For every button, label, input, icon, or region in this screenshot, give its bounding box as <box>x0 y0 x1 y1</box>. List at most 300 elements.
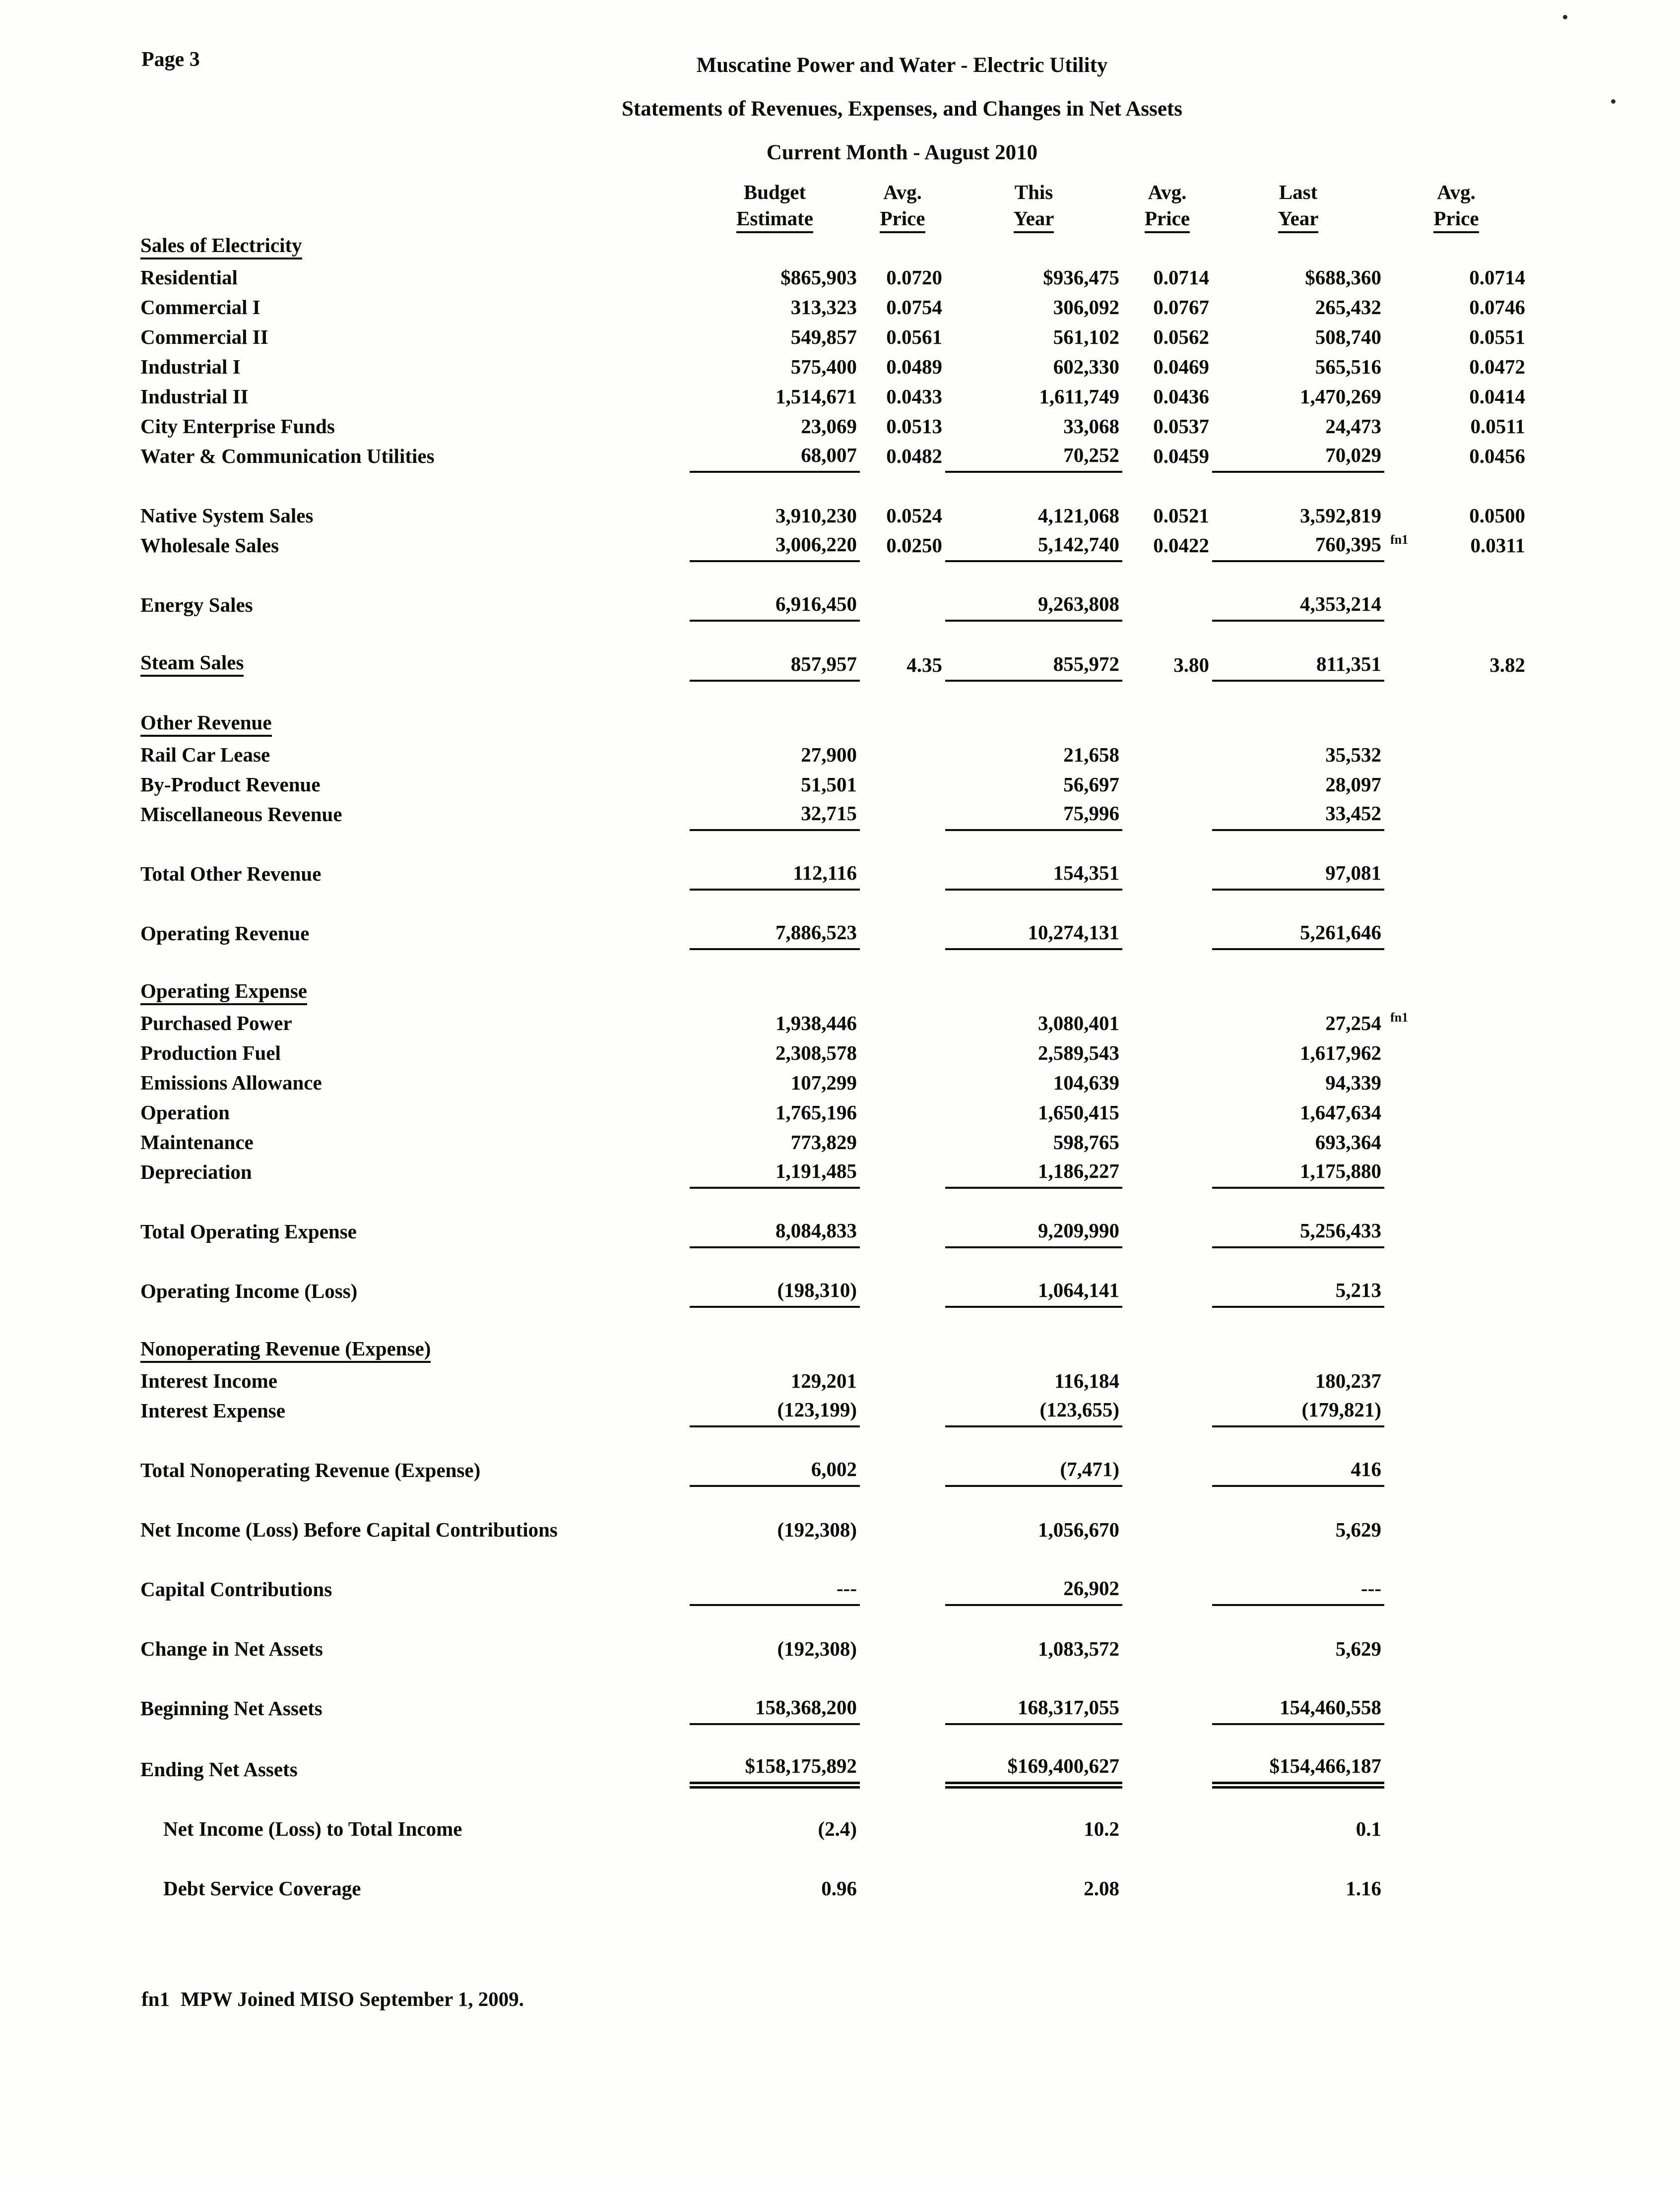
cell-this-year: 26,902 <box>945 1575 1122 1605</box>
column-header-underlined-text: Price <box>1433 207 1479 233</box>
data-row <box>140 1098 1528 1128</box>
cell-last-year: $688,360 <box>1305 266 1381 289</box>
cell-avg-price-1: 4.35 <box>906 653 942 676</box>
report-period-title: Current Month - August 2010 <box>766 141 1038 164</box>
spacer-cell <box>140 1307 1528 1337</box>
cell-avg-price-2 <box>1122 741 1212 771</box>
cell-last-year: 1,617,962 <box>1300 1041 1381 1064</box>
cell-avg-price-3 <box>1384 1754 1528 1785</box>
cell-this-year: 75,996 <box>945 800 1122 830</box>
cell-this-year: (123,655) <box>945 1397 1122 1426</box>
row-label: Interest Income <box>140 1369 277 1392</box>
row-label: Net Income (Loss) Before Capital Contributions <box>140 1518 558 1541</box>
column-header-line2 <box>860 206 945 233</box>
cell-budget-estimate: (192,308) <box>777 1518 857 1541</box>
column-header-underlined-text: Estimate <box>736 207 813 233</box>
cell-this-year: 104,639 <box>1053 1071 1119 1094</box>
cell-budget-estimate: 0.96 <box>821 1877 857 1900</box>
cell-avg-price-2: 3.80 <box>1173 653 1209 676</box>
cell-this-year: 1,083,572 <box>1038 1637 1119 1660</box>
cell-avg-price-2 <box>1122 800 1212 830</box>
data-row <box>140 353 1528 383</box>
cell-budget-estimate: 23,069 <box>801 415 857 438</box>
cell-last-year: (179,821) <box>1212 1397 1384 1426</box>
cell-avg-price-3 <box>1384 1367 1528 1397</box>
cell-avg-price-1 <box>860 1158 945 1188</box>
column-header-avg-price-1 <box>860 178 945 233</box>
cell-avg-price-2 <box>1122 860 1212 890</box>
cell-avg-price-3: 0.0472 <box>1469 355 1525 378</box>
column-header-underlined-text: Year <box>1278 207 1319 233</box>
cell-last-year: 28,097 <box>1325 773 1381 796</box>
spacer-cell <box>140 830 1528 860</box>
spacer-row <box>140 890 1528 919</box>
cell-budget-estimate: 6,002 <box>690 1456 860 1486</box>
cell-budget-estimate: (192,308) <box>777 1637 857 1660</box>
data-row <box>140 412 1528 442</box>
row-label: Operation <box>140 1101 230 1124</box>
cell-budget-estimate: 27,900 <box>801 743 857 766</box>
spacer-cell <box>140 1845 1528 1874</box>
column-header-line1: Budget <box>743 181 806 203</box>
report-entity-title: Muscatine Power and Water - Electric Utility <box>696 54 1108 77</box>
spacer-cell <box>140 621 1528 650</box>
cell-budget-estimate: (2.4) <box>818 1817 857 1840</box>
column-header-line2 <box>1122 206 1212 233</box>
cell-last-year: 811,351 <box>1212 650 1384 681</box>
cell-budget-estimate: $865,903 <box>780 266 857 289</box>
column-header-line2 <box>690 206 860 233</box>
data-row <box>140 1277 1528 1307</box>
cell-avg-price-2: 0.0469 <box>1153 355 1209 378</box>
row-label: Net Income (Loss) to Total Income <box>163 1817 462 1840</box>
data-row <box>140 531 1528 561</box>
row-label: Rail Car Lease <box>140 743 270 766</box>
section-row <box>140 1337 1528 1367</box>
cell-avg-price-3: 0.0714 <box>1469 266 1525 289</box>
cell-avg-price-2 <box>1122 1754 1212 1785</box>
cell-last-year: 1,175,880 <box>1212 1158 1384 1188</box>
cell-avg-price-1 <box>860 1456 945 1486</box>
spacer-cell <box>140 1188 1528 1218</box>
cell-avg-price-1 <box>860 1069 945 1098</box>
spacer-row <box>140 1545 1528 1575</box>
cell-avg-price-3 <box>1384 1815 1528 1845</box>
cell-this-year: 2,589,543 <box>1038 1041 1119 1064</box>
spacer-row <box>140 1845 1528 1874</box>
cell-budget-estimate: 1,191,485 <box>690 1158 860 1188</box>
column-header-underlined-text: Year <box>1014 207 1054 233</box>
row-label: Emissions Allowance <box>140 1071 322 1094</box>
cell-avg-price-2 <box>1122 1456 1212 1486</box>
cell-last-year: 97,081 <box>1212 860 1384 890</box>
cell-avg-price-2 <box>1122 1397 1212 1426</box>
cell-avg-price-1 <box>860 1635 945 1665</box>
cell-avg-price-3 <box>1384 1039 1528 1069</box>
cell-avg-price-3: 0.0456 <box>1469 445 1525 467</box>
spacer-row <box>140 681 1528 710</box>
cell-last-year: 70,029 <box>1212 442 1384 472</box>
section-heading <box>140 1337 1528 1367</box>
cell-avg-price-2: 0.0767 <box>1153 296 1209 319</box>
cell-avg-price-1 <box>860 1009 945 1039</box>
cell-this-year: 33,068 <box>1063 415 1119 438</box>
column-header-row <box>140 178 1528 233</box>
column-header-underlined-text: Price <box>880 207 925 233</box>
spacer-cell <box>140 1665 1528 1694</box>
spacer-row <box>140 1605 1528 1635</box>
data-row <box>140 919 1528 949</box>
cell-avg-price-1 <box>860 1874 945 1904</box>
cell-avg-price-1 <box>860 1128 945 1158</box>
cell-avg-price-3 <box>1384 1009 1528 1039</box>
report-statement-title: Statements of Revenues, Expenses, and Changes in Net Assets <box>622 97 1182 121</box>
cell-last-year: 154,460,558 <box>1212 1694 1384 1724</box>
cell-avg-price-1 <box>860 771 945 800</box>
data-row <box>140 1694 1528 1724</box>
spacer-cell <box>140 949 1528 979</box>
row-label: By-Product Revenue <box>140 773 321 796</box>
column-header-this-year <box>945 178 1122 233</box>
cell-last-year: 0.1 <box>1356 1817 1381 1840</box>
cell-avg-price-2 <box>1122 1158 1212 1188</box>
row-label: Depreciation <box>140 1160 252 1183</box>
spacer-row <box>140 1724 1528 1754</box>
spacer-row <box>140 1188 1528 1218</box>
cell-avg-price-3: 0.0414 <box>1469 385 1525 408</box>
row-label: Native System Sales <box>140 504 314 527</box>
cell-avg-price-2: 0.0714 <box>1153 266 1209 289</box>
cell-avg-price-3 <box>1384 1397 1528 1426</box>
cell-avg-price-1 <box>860 800 945 830</box>
cell-this-year: 1,186,227 <box>945 1158 1122 1188</box>
row-label-text: Steam Sales <box>140 650 244 677</box>
cell-avg-price-1: 0.0561 <box>886 325 942 348</box>
cell-avg-price-3 <box>1384 1874 1528 1904</box>
row-label: Water & Communication Utilities <box>140 445 435 467</box>
cell-avg-price-3 <box>1384 1635 1528 1665</box>
spacer-cell <box>140 1247 1528 1277</box>
footnote-ref-marker: fn1 <box>1390 532 1409 547</box>
cell-avg-price-3 <box>1384 1098 1528 1128</box>
cell-last-year: 760,395 fn1 <box>1212 531 1384 561</box>
column-header-line2 <box>1212 206 1384 233</box>
cell-avg-price-2 <box>1122 1009 1212 1039</box>
cell-this-year: 5,142,740 <box>945 531 1122 561</box>
cell-avg-price-2 <box>1122 771 1212 800</box>
cell-budget-estimate: (198,310) <box>690 1277 860 1307</box>
cell-this-year: 56,697 <box>1063 773 1119 796</box>
spacer-row <box>140 1665 1528 1694</box>
data-row <box>140 293 1528 323</box>
row-label: Residential <box>140 266 238 289</box>
cell-last-year: 693,364 <box>1315 1131 1381 1154</box>
spacer-row <box>140 1785 1528 1815</box>
cell-avg-price-3 <box>1384 591 1528 621</box>
data-row <box>140 1575 1528 1605</box>
cell-avg-price-1 <box>860 1397 945 1426</box>
cell-last-year: 5,213 <box>1212 1277 1384 1307</box>
cell-last-year: 3,592,819 <box>1300 504 1381 527</box>
data-row <box>140 1397 1528 1426</box>
cell-avg-price-1: 0.0524 <box>886 504 942 527</box>
cell-avg-price-2 <box>1122 1277 1212 1307</box>
column-header-avg-price-2 <box>1122 178 1212 233</box>
data-row <box>140 1158 1528 1188</box>
cell-avg-price-3 <box>1384 1575 1528 1605</box>
cell-avg-price-3: 0.0500 <box>1469 504 1525 527</box>
section-heading-label: Other Revenue <box>140 710 272 737</box>
row-label: Purchased Power <box>140 1012 292 1034</box>
cell-last-year: 5,261,646 <box>1212 919 1384 949</box>
cell-avg-price-1 <box>860 1039 945 1069</box>
cell-this-year: 602,330 <box>1053 355 1119 378</box>
cell-this-year: 3,080,401 <box>1038 1012 1119 1034</box>
cell-this-year: 306,092 <box>1053 296 1119 319</box>
spacer-cell <box>140 1785 1528 1815</box>
data-row <box>140 1069 1528 1098</box>
column-header-last-year <box>1212 178 1384 233</box>
cell-avg-price-2 <box>1122 1098 1212 1128</box>
cell-last-year: 5,629 <box>1335 1637 1381 1660</box>
cell-avg-price-1: 0.0482 <box>886 445 942 467</box>
footnote-marker: fn1 <box>141 1988 170 2010</box>
data-row <box>140 1815 1528 1845</box>
cell-budget-estimate: 3,910,230 <box>775 504 857 527</box>
cell-avg-price-1: 0.0433 <box>886 385 942 408</box>
footnote-text: MPW Joined MISO September 1, 2009. <box>180 1988 524 2010</box>
cell-avg-price-3 <box>1384 1158 1528 1188</box>
data-row <box>140 860 1528 890</box>
data-row <box>140 1516 1528 1545</box>
cell-avg-price-3 <box>1384 919 1528 949</box>
row-label: Wholesale Sales <box>140 534 279 557</box>
cell-last-year: 508,740 <box>1315 325 1381 348</box>
cell-avg-price-1 <box>860 741 945 771</box>
spacer-row <box>140 830 1528 860</box>
section-heading-label: Nonoperating Revenue (Expense) <box>140 1337 431 1363</box>
cell-budget-estimate: 6,916,450 <box>690 591 860 621</box>
cell-budget-estimate: 129,201 <box>790 1369 857 1392</box>
cell-avg-price-2: 0.0422 <box>1153 534 1209 557</box>
cell-this-year: 154,351 <box>945 860 1122 890</box>
cell-this-year: 2.08 <box>1084 1877 1119 1900</box>
column-header-underlined-text: Price <box>1145 207 1190 233</box>
data-row <box>140 1039 1528 1069</box>
section-heading-label: Operating Expense <box>140 979 307 1005</box>
cell-avg-price-3 <box>1384 1456 1528 1486</box>
spacer-row <box>140 1426 1528 1456</box>
row-label: Total Nonoperating Revenue (Expense) <box>140 1459 481 1481</box>
cell-avg-price-2 <box>1122 1218 1212 1247</box>
cell-this-year: 9,263,808 <box>945 591 1122 621</box>
cell-this-year: 70,252 <box>945 442 1122 472</box>
cell-avg-price-1 <box>860 1815 945 1845</box>
cell-budget-estimate: 857,957 <box>690 650 860 681</box>
spacer-row <box>140 949 1528 979</box>
cell-this-year: 1,611,749 <box>1039 385 1119 408</box>
cell-budget-estimate: 2,308,578 <box>775 1041 857 1064</box>
cell-avg-price-3: 0.0311 <box>1470 534 1525 557</box>
row-label: Industrial I <box>140 355 241 378</box>
cell-avg-price-3: 0.0511 <box>1470 415 1525 438</box>
row-label: Debt Service Coverage <box>163 1877 361 1900</box>
cell-avg-price-1: 0.0754 <box>886 296 942 319</box>
row-label: Energy Sales <box>140 593 253 616</box>
cell-last-year: 5,629 <box>1335 1518 1381 1541</box>
column-header-line2 <box>1384 206 1528 233</box>
column-header-line1: Avg. <box>1148 181 1187 203</box>
section-row <box>140 979 1528 1009</box>
data-row <box>140 800 1528 830</box>
row-label: Total Operating Expense <box>140 1220 357 1243</box>
cell-avg-price-1 <box>860 860 945 890</box>
cell-budget-estimate: 68,007 <box>690 442 860 472</box>
cell-last-year: 27,254 fn1 <box>1325 1010 1409 1034</box>
table-body <box>140 233 1528 1904</box>
cell-budget-estimate: $158,175,892 <box>690 1754 860 1785</box>
cell-avg-price-2 <box>1122 1516 1212 1545</box>
section-heading <box>140 979 1528 1009</box>
data-row <box>140 1754 1528 1785</box>
cell-avg-price-3 <box>1384 1069 1528 1098</box>
cell-avg-price-1 <box>860 1277 945 1307</box>
cell-last-year: 33,452 <box>1212 800 1384 830</box>
cell-avg-price-3 <box>1384 800 1528 830</box>
row-label: Miscellaneous Revenue <box>140 803 342 826</box>
data-row <box>140 1128 1528 1158</box>
data-row <box>140 1009 1528 1039</box>
cell-budget-estimate: 112,116 <box>690 860 860 890</box>
spacer-cell <box>140 1605 1528 1635</box>
cell-budget-estimate: 549,857 <box>790 325 857 348</box>
cell-budget-estimate: 7,886,523 <box>690 919 860 949</box>
data-row <box>140 650 1528 681</box>
cell-avg-price-3 <box>1384 1277 1528 1307</box>
cell-avg-price-1: 0.0489 <box>886 355 942 378</box>
spacer-row <box>140 1486 1528 1516</box>
cell-avg-price-3 <box>1384 1516 1528 1545</box>
cell-budget-estimate: 313,323 <box>790 296 857 319</box>
data-row <box>140 1218 1528 1247</box>
cell-avg-price-2 <box>1122 1128 1212 1158</box>
cell-avg-price-2 <box>1122 1575 1212 1605</box>
cell-avg-price-3 <box>1384 1694 1528 1724</box>
footnote <box>141 1987 524 2011</box>
cell-last-year: 35,532 <box>1325 743 1381 766</box>
column-header-line1: Last <box>1279 181 1318 203</box>
cell-this-year: 10,274,131 <box>945 919 1122 949</box>
data-row <box>140 1367 1528 1397</box>
row-label: Operating Income (Loss) <box>140 1280 358 1302</box>
cell-avg-price-1: 0.0513 <box>886 415 942 438</box>
cell-last-year: 5,256,433 <box>1212 1218 1384 1247</box>
data-row <box>140 323 1528 353</box>
column-header-budget-estimate <box>690 178 860 233</box>
cell-budget-estimate: 1,938,446 <box>775 1012 857 1034</box>
footnote-ref-marker: fn1 <box>1390 1010 1409 1025</box>
cell-avg-price-1 <box>860 1754 945 1785</box>
cell-avg-price-1 <box>860 1367 945 1397</box>
cell-this-year: 1,650,415 <box>1038 1101 1119 1124</box>
data-row <box>140 771 1528 800</box>
cell-budget-estimate: 575,400 <box>790 355 857 378</box>
cell-budget-estimate: 158,368,200 <box>690 1694 860 1724</box>
cell-avg-price-2 <box>1122 1635 1212 1665</box>
spacer-row <box>140 472 1528 502</box>
row-label: Total Other Revenue <box>140 862 322 885</box>
cell-avg-price-3: 0.0746 <box>1469 296 1525 319</box>
cell-last-year: 94,339 <box>1325 1071 1381 1094</box>
cell-avg-price-3 <box>1384 1218 1528 1247</box>
spacer-cell <box>140 1426 1528 1456</box>
cell-avg-price-1 <box>860 1575 945 1605</box>
cell-avg-price-1: 0.0720 <box>886 266 942 289</box>
cell-this-year: (7,471) <box>945 1456 1122 1486</box>
row-label: Industrial II <box>140 385 249 408</box>
row-label <box>140 650 690 681</box>
cell-last-year: 180,237 <box>1315 1369 1381 1392</box>
data-row <box>140 1635 1528 1665</box>
column-header-line1: Avg. <box>1437 181 1476 203</box>
spacer-cell <box>140 1486 1528 1516</box>
cell-avg-price-3 <box>1384 741 1528 771</box>
cell-avg-price-1 <box>860 1218 945 1247</box>
row-label: Commercial II <box>140 325 268 348</box>
cell-last-year: 1,470,269 <box>1300 385 1381 408</box>
financial-statement-table <box>140 178 1528 1904</box>
cell-this-year: 1,056,670 <box>1038 1518 1119 1541</box>
cell-last-year: --- <box>1212 1575 1384 1605</box>
cell-last-year: 565,516 <box>1315 355 1381 378</box>
cell-this-year: 116,184 <box>1054 1369 1119 1392</box>
cell-avg-price-3 <box>1384 860 1528 890</box>
spacer-cell <box>140 1724 1528 1754</box>
cell-budget-estimate: 8,084,833 <box>690 1218 860 1247</box>
cell-last-year: 4,353,214 <box>1212 591 1384 621</box>
cell-budget-estimate: 51,501 <box>801 773 857 796</box>
cell-last-year: 265,432 <box>1315 296 1381 319</box>
data-row <box>140 502 1528 531</box>
cell-last-year: 24,473 <box>1325 415 1381 438</box>
cell-last-year: $154,466,187 <box>1212 1754 1384 1785</box>
cell-avg-price-2 <box>1122 1815 1212 1845</box>
scan-artifact-dot <box>1611 99 1615 104</box>
cell-this-year: 9,209,990 <box>945 1218 1122 1247</box>
section-heading-label: Sales of Electricity <box>140 233 302 259</box>
section-heading <box>140 710 1528 741</box>
row-label: Ending Net Assets <box>140 1758 298 1781</box>
data-row <box>140 263 1528 293</box>
spacer-cell <box>140 681 1528 710</box>
cell-avg-price-2 <box>1122 591 1212 621</box>
spacer-cell <box>140 890 1528 919</box>
section-row <box>140 233 1528 263</box>
cell-avg-price-3 <box>1384 1128 1528 1158</box>
cell-this-year: 561,102 <box>1053 325 1119 348</box>
cell-this-year: 10.2 <box>1084 1817 1119 1840</box>
spacer-cell <box>140 561 1528 591</box>
spacer-row <box>140 561 1528 591</box>
spacer-row <box>140 1307 1528 1337</box>
cell-avg-price-1 <box>860 1516 945 1545</box>
cell-this-year: 1,064,141 <box>945 1277 1122 1307</box>
data-row <box>140 383 1528 412</box>
column-header-line1: Avg. <box>883 181 922 203</box>
cell-avg-price-2: 0.0537 <box>1153 415 1209 438</box>
row-label: Maintenance <box>140 1131 254 1154</box>
cell-avg-price-2: 0.0562 <box>1153 325 1209 348</box>
